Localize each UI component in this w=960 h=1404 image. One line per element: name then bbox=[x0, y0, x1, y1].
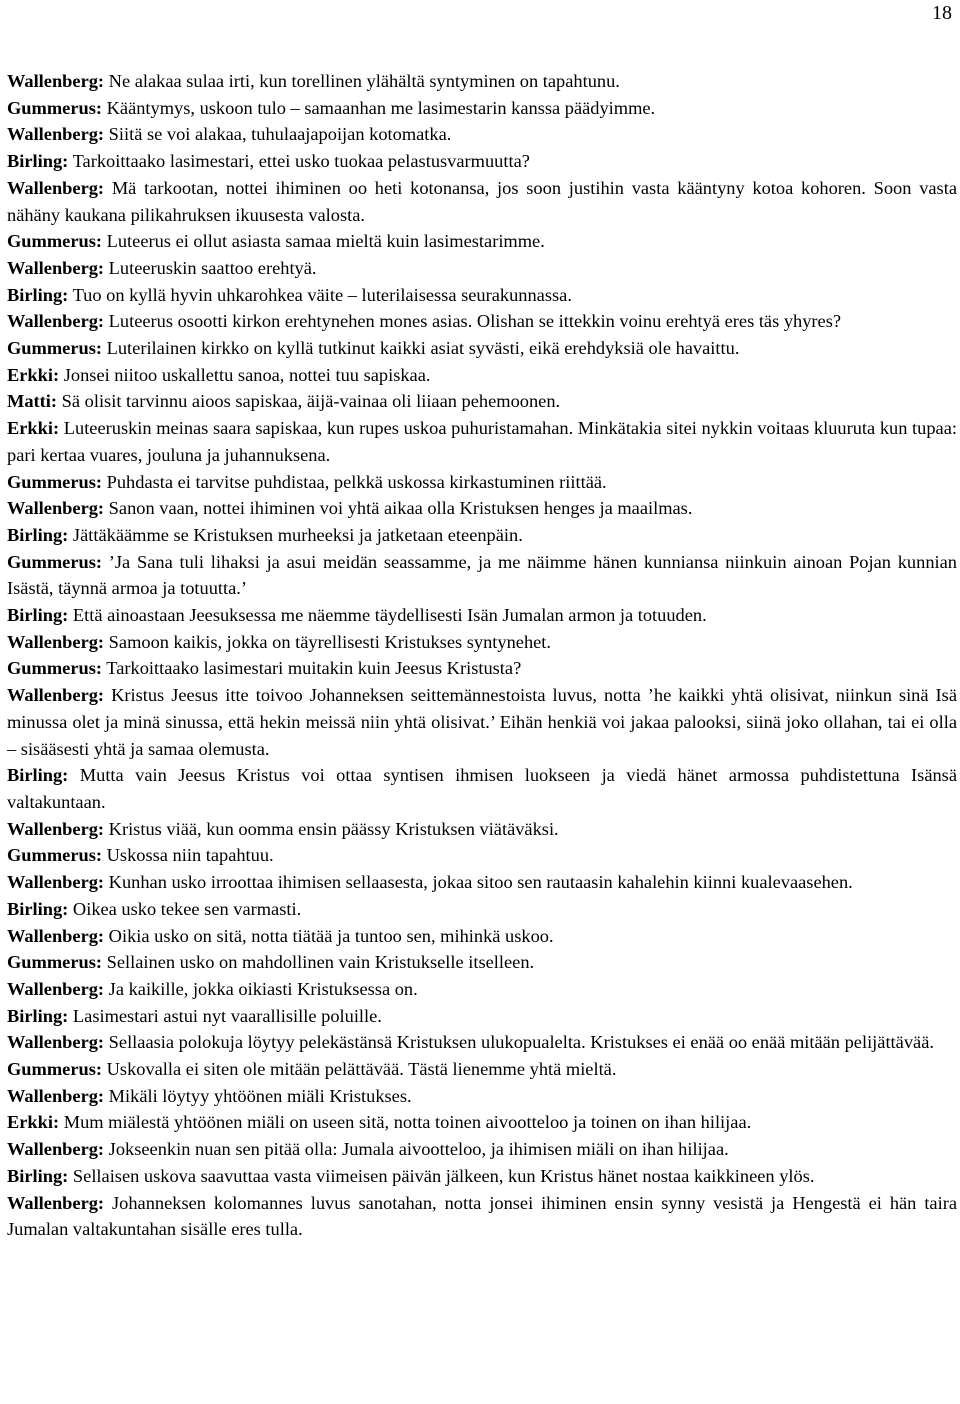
dialogue-line bbox=[7, 896, 957, 923]
speaker-name: Birling: bbox=[7, 1165, 69, 1186]
speaker-name: Gummerus: bbox=[7, 231, 103, 252]
dialogue-line bbox=[7, 308, 957, 335]
speaker-name: Wallenberg: bbox=[7, 177, 105, 198]
speaker-name: Wallenberg: bbox=[7, 1032, 105, 1053]
speaker-name: Wallenberg: bbox=[7, 978, 105, 999]
speaker-name: Gummerus: bbox=[7, 551, 103, 572]
speech-text: Tarkoittaako lasimestari muitakin kuin Jeesus Kristusta? bbox=[106, 658, 522, 679]
dialogue-line bbox=[7, 335, 957, 362]
dialogue-line bbox=[7, 816, 957, 843]
dialogue-line bbox=[7, 148, 957, 175]
speaker-name: Erkki: bbox=[7, 418, 60, 439]
speech-text: Ja kaikille, jokka oikiasti Kristuksessa on. bbox=[108, 978, 418, 999]
speech-text: Luteeruskin meinas saara sapiskaa, kun rupes uskoa puhuristamahan. Minkätakia sitei nykkin voitaas kluuruta kun tupaa: pari kertaa vuares, jouluna ja juhannuksena. bbox=[7, 418, 957, 465]
speech-text: Puhdasta ei tarvitse puhdistaa, pelkkä uskossa kirkastuminen riittää. bbox=[106, 471, 607, 492]
speaker-name: Gummerus: bbox=[7, 658, 103, 679]
speaker-name: Wallenberg: bbox=[7, 685, 105, 706]
speech-text: Ne alakaa sulaa irti, kun torellinen ylähältä syntyminen on tapahtunu. bbox=[108, 71, 620, 91]
speech-text: Luteerus osootti kirkon erehtynehen mones asias. Olishan se ittekkin voinu erehtyä eres täs yhyres? bbox=[108, 311, 842, 332]
dialogue-line bbox=[7, 495, 957, 522]
speaker-name: Wallenberg: bbox=[7, 872, 105, 893]
dialogue-line bbox=[7, 549, 957, 602]
speech-text: Mä tarkootan, nottei ihiminen oo heti kotonansa, jos soon justihin vasta kääntyny kotoa kohoren. Soon vasta nähäny kaukana pilikahruksen ikuusesta valosta. bbox=[7, 177, 957, 225]
speaker-name: Birling: bbox=[7, 284, 69, 305]
speech-text: Kunhan usko irroottaa ihimisen sellaasesta, jokaa sitoo sen rautaasin kahalehin kiinni kualevaasehen. bbox=[108, 872, 853, 893]
dialogue-line bbox=[7, 655, 957, 682]
speaker-name: Wallenberg: bbox=[7, 1139, 105, 1160]
speech-text: Lasimestari astui nyt vaarallisille poluille. bbox=[72, 1005, 382, 1026]
speaker-name: Gummerus: bbox=[7, 471, 103, 492]
dialogue-line bbox=[7, 1056, 957, 1083]
speaker-name: Wallenberg: bbox=[7, 1085, 105, 1106]
speaker-name: Matti: bbox=[7, 391, 58, 412]
speaker-name: Wallenberg: bbox=[7, 631, 105, 652]
speech-text: Mikäli löytyy yhtöönen miäli Kristukses. bbox=[108, 1085, 412, 1106]
speaker-name: Gummerus: bbox=[7, 952, 103, 973]
dialogue-line bbox=[7, 762, 957, 815]
dialogue-line bbox=[7, 388, 957, 415]
speaker-name: Gummerus: bbox=[7, 1059, 103, 1080]
dialogue-line bbox=[7, 1163, 957, 1190]
speech-text: Sellainen usko on mahdollinen vain Kristukselle itselleen. bbox=[106, 952, 535, 973]
dialogue-line bbox=[7, 1136, 957, 1163]
dialogue-line bbox=[7, 842, 957, 869]
dialogue-line bbox=[7, 469, 957, 496]
speech-text: Sä olisit tarvinnu aioos sapiskaa, äijä-vainaa oli liiaan pehemoonen. bbox=[61, 391, 561, 412]
speech-text: Sellaisen uskova saavuttaa vasta viimeisen päivän jälkeen, kun Kristus hänet nostaa kaikkineen ylös. bbox=[72, 1165, 815, 1186]
speech-text: Luterilainen kirkko on kyllä tutkinut kaikki asiat syvästi, eikä erehdyksiä ole havaittu. bbox=[106, 338, 740, 359]
speech-text: Sanon vaan, nottei ihiminen voi yhtä aikaa olla Kristuksen henges ja maailmas. bbox=[108, 498, 693, 519]
speech-text: ’Ja Sana tuli lihaksi ja asui meidän seassamme, ja me näimme hänen kunniansa niinkuin ainoan Pojan kunnian Isästä, täynnä armoa ja totuutta.’ bbox=[7, 551, 957, 599]
speech-text: Luteerus ei ollut asiasta samaa mieltä kuin lasimestarimme. bbox=[106, 231, 545, 252]
dialogue-line bbox=[7, 602, 957, 629]
speech-text: Mum miälestä yhtöönen miäli on useen sitä, notta toinen aivootteloo ja toinen on ihan hilijaa. bbox=[63, 1112, 752, 1133]
speaker-name: Birling: bbox=[7, 898, 69, 919]
dialogue-line bbox=[7, 682, 957, 762]
dialogue-line bbox=[7, 175, 957, 228]
dialogue-line bbox=[7, 976, 957, 1003]
dialogue-line bbox=[7, 1109, 957, 1136]
speech-text: Uskovalla ei siten ole mitään pelättävää. Tästä lienemme yhtä mieltä. bbox=[106, 1059, 617, 1080]
speech-text: Luteeruskin saattoo erehtyä. bbox=[108, 257, 317, 278]
dialogue-line bbox=[7, 415, 957, 468]
speaker-name: Birling: bbox=[7, 765, 69, 786]
speech-text: Oikea usko tekee sen varmasti. bbox=[72, 898, 302, 919]
dialogue-line bbox=[7, 629, 957, 656]
speaker-name: Birling: bbox=[7, 151, 69, 172]
dialogue-line bbox=[7, 282, 957, 309]
speech-text: Kristus Jeesus itte toivoo Johanneksen seittemännestoista luvus, notta ’he kaikki yhtä olisivat, niinkun sinä Isä minussa olet ja minä sinussa, että hekin meissä niin yhtä olisivat.’ Eihän henkiä voi jakaa palooksi, siinä joko ollahan, tai ei olla – sisääsesti yhtä ja samaa olemusta. bbox=[7, 685, 957, 759]
page-number: 18 bbox=[932, 2, 952, 24]
speech-text: Johanneksen kolomannes luvus sanotahan, notta jonsei ihiminen ensin synny vesistä ja Hengestä ei hän taira Jumalan valtakuntahan sisälle eres tulla. bbox=[7, 1192, 957, 1240]
dialogue-line bbox=[7, 1003, 957, 1030]
speaker-name: Wallenberg: bbox=[7, 124, 105, 145]
speaker-name: Gummerus: bbox=[7, 338, 103, 359]
speaker-name: Gummerus: bbox=[7, 97, 103, 118]
speech-text: Jättäkäämme se Kristuksen murheeksi ja jatketaan eteenpäin. bbox=[72, 524, 523, 545]
speaker-name: Wallenberg: bbox=[7, 1192, 105, 1213]
dialogue-line bbox=[7, 1190, 957, 1243]
dialogue-line bbox=[7, 95, 957, 122]
speaker-name: Wallenberg: bbox=[7, 311, 105, 332]
speech-text: Samoon kaikis, jokka on täyrellisesti Kristukses syntynehet. bbox=[108, 631, 552, 652]
speaker-name: Gummerus: bbox=[7, 845, 103, 866]
speaker-name: Wallenberg: bbox=[7, 818, 105, 839]
speech-text: Oikia usko on sitä, notta tiätää ja tuntoo sen, mihinkä uskoo. bbox=[108, 925, 554, 946]
dialogue-line bbox=[7, 362, 957, 389]
speech-text: Jokseenkin nuan sen pitää olla: Jumala aivootteloo, ja ihimisen miäli on ihan hilijaa. bbox=[108, 1139, 729, 1160]
speaker-name: Wallenberg: bbox=[7, 71, 105, 91]
speaker-name: Erkki: bbox=[7, 1112, 60, 1133]
speaker-name: Wallenberg: bbox=[7, 498, 105, 519]
speaker-name: Birling: bbox=[7, 1005, 69, 1026]
speech-text: Kristus viää, kun oomma ensin päässy Kristuksen viätäväksi. bbox=[108, 818, 559, 839]
speech-text: Mutta vain Jeesus Kristus voi ottaa syntisen ihmisen luokseen ja viedä hänet armossa puhdistettuna Isänsä valtakuntaan. bbox=[7, 765, 957, 812]
dialogue-line bbox=[7, 1029, 957, 1056]
speaker-name: Birling: bbox=[7, 605, 69, 626]
dialogue-body bbox=[7, 68, 957, 1243]
speaker-name: Erkki: bbox=[7, 364, 60, 385]
dialogue-line bbox=[7, 121, 957, 148]
dialogue-line bbox=[7, 255, 957, 282]
speech-text: Että ainoastaan Jeesuksessa me näemme täydellisesti Isän Jumalan armon ja totuuden. bbox=[72, 605, 707, 626]
speaker-name: Birling: bbox=[7, 524, 69, 545]
speech-text: Uskossa niin tapahtuu. bbox=[106, 845, 274, 866]
speech-text: Jonsei niitoo uskallettu sanoa, nottei tuu sapiskaa. bbox=[63, 364, 431, 385]
dialogue-line bbox=[7, 923, 957, 950]
dialogue-line bbox=[7, 949, 957, 976]
speech-text: Siitä se voi alakaa, tuhulaajapoijan kotomatka. bbox=[108, 124, 452, 145]
speaker-name: Wallenberg: bbox=[7, 925, 105, 946]
dialogue-line bbox=[7, 68, 957, 95]
speech-text: Sellaasia polokuja löytyy pelekästänsä Kristuksen ulukopualelta. Kristukses ei enää oo enää mitään pelijättävää. bbox=[108, 1032, 934, 1053]
speaker-name: Wallenberg: bbox=[7, 257, 105, 278]
speech-text: Kääntymys, uskoon tulo – samaanhan me lasimestarin kanssa päädyimme. bbox=[106, 97, 656, 118]
dialogue-line bbox=[7, 869, 957, 896]
speech-text: Tarkoittaako lasimestari, ettei usko tuokaa pelastusvarmuutta? bbox=[72, 151, 530, 172]
dialogue-line bbox=[7, 228, 957, 255]
dialogue-line bbox=[7, 1083, 957, 1110]
dialogue-line bbox=[7, 522, 957, 549]
speech-text: Tuo on kyllä hyvin uhkarohkea väite – luterilaisessa seurakunnassa. bbox=[72, 284, 572, 305]
